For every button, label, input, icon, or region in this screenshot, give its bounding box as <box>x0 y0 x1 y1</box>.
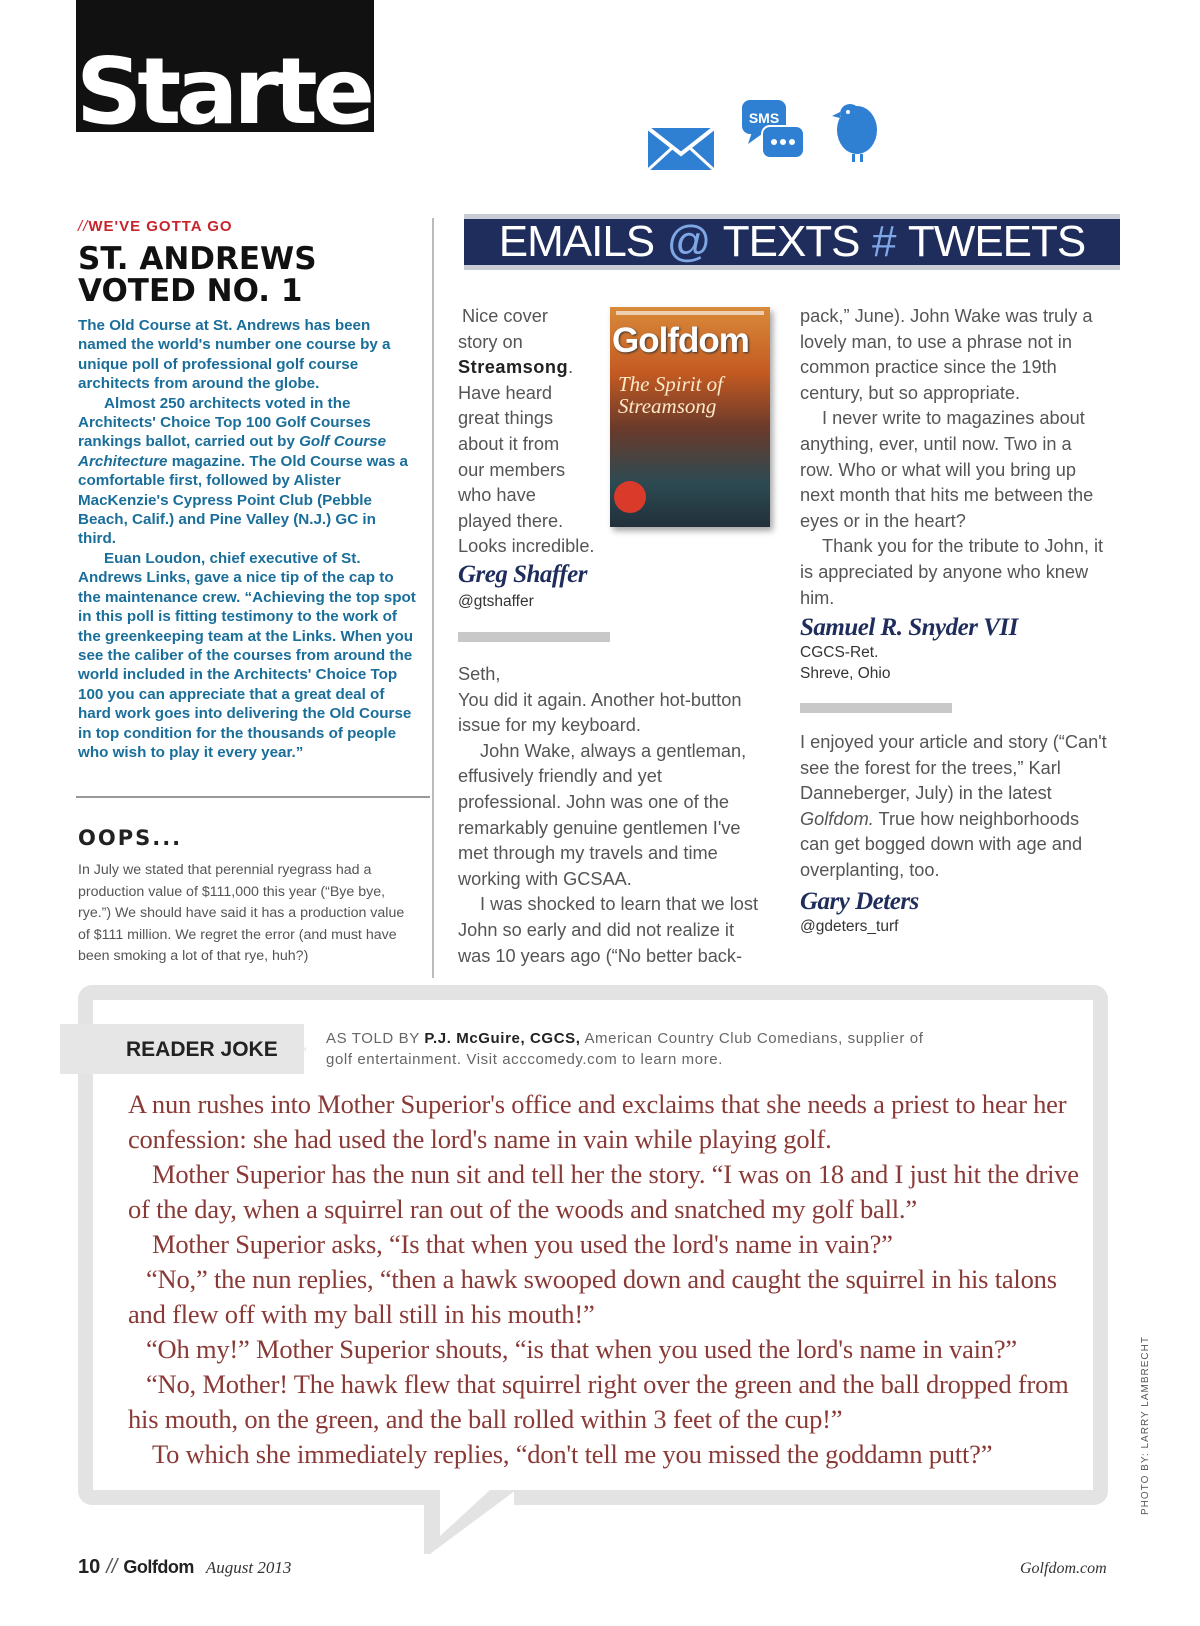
banner-texts: TEXTS <box>722 217 860 266</box>
envelope-icon <box>646 126 716 172</box>
handle-greg: @gtshaffer <box>458 593 534 610</box>
section-banner <box>464 214 1120 270</box>
column-rule <box>432 218 434 978</box>
bird-icon <box>830 98 880 164</box>
separator-bar <box>458 632 610 642</box>
oops-title: OOPS... <box>78 826 183 850</box>
cover-subtitle: The Spirit of Streamsong <box>618 372 724 418</box>
letter-gary: I enjoyed your article and story (“Can't see the forest for the trees,” Karl Danneberger, July) in the latest Golfdom. True how neighborhoods can get bogged down with age and overplanting, too. <box>800 732 1107 880</box>
kicker <box>78 218 233 235</box>
samuel-location: Shreve, Ohio <box>800 665 891 682</box>
joke-text: A nun rushes into Mother Superior's office and exclaims that she needs a priest to hear her confession: she had used the lord's name in vain while playing golf. Mother Superior has the nun sit and tell her the story. “I was on 18 and I just hit the drive of the day, when a squirrel ran out of the woods and snatched my golf ball.” Mother Superior asks, “Is that when you used the lord's name in vain?” “No,” the nun replies, “then a hawk swooped down and caught the squirrel in his talons and flew off with my ball still in his mouth!” “Oh my!” Mother Superior shouts, “is that when you used the lord's name in vain?” “No, Mother! The hawk flew that squirrel right over the green and the ball dropped from his mouth, on the green, and the ball rolled within 3 feet of the cup!” To which she immediately replies, “don't tell me you missed the goddamn putt?” <box>128 1089 1079 1469</box>
article-headline: ST. ANDREWS VOTED NO. 1 <box>78 241 317 309</box>
magazine-cover-image <box>610 307 770 527</box>
divider <box>76 796 430 798</box>
samuel-title: CGCS-Ret. <box>800 644 879 661</box>
speech-bubble-tail <box>416 1488 526 1558</box>
joke-label: READER JOKE <box>126 1038 278 1061</box>
banner-hash: # <box>871 217 896 266</box>
footer-site: Golfdom.com <box>1020 1560 1107 1577</box>
banner-tweets: TWEETS <box>907 217 1086 266</box>
sms-label: SMS <box>748 110 780 126</box>
kicker-slash: // <box>78 218 89 235</box>
golfdom-ref: Golfdom. <box>800 808 874 829</box>
footer-brand: Golfdom <box>123 1557 194 1577</box>
signature-samuel: Samuel R. Snyder VII <box>800 614 1018 641</box>
page-number: 10 <box>78 1556 101 1578</box>
joke-label-tab <box>60 1024 306 1074</box>
joke-attribution: AS TOLD BY P.J. McGuire, CGCS, American Country Club Comedians, supplier of golf entertainment. Visit acccomedy.com to learn more. <box>326 1030 924 1068</box>
banner-emails: EMAILS <box>498 217 655 266</box>
letter-samuel-part1: Seth, You did it again. Another hot-button issue for my keyboard. John Wake, always a gentleman, effusively friendly and yet professional. John was one of the remarkably genuine gentlemen I've met through my travels and time working with GCSAA. I was shocked to learn that we lost John so early and did not realize it was 10 years ago (“No better back- <box>458 664 759 966</box>
sms-bubbles-icon <box>740 96 806 166</box>
joke-teller: P.J. McGuire, CGCS, <box>424 1030 581 1047</box>
kicker-text: WE'VE GOTTA GO <box>88 218 233 235</box>
article-p2: Almost 250 architects voted in the Architects' Choice Top 100 Golf Courses rankings ballot, carried out by Golf Course Architecture magazine. The Old Course was a comfortable first, followed by Alister MacKenzie's Cypress Point Club (Pebble Beach, Calif.) and Pine Valley (N.J.) GC in third. <box>78 394 409 548</box>
masthead-title: Starter <box>76 38 411 145</box>
separator-bar <box>800 703 952 713</box>
streamsong: Streamsong <box>458 357 569 378</box>
letter-greg: Nice cover story on Streamsong. Have heard great things about it from our members who have played there. Looks incredible. <box>458 306 595 557</box>
article-p3: Euan Loudon, chief executive of St. Andrews Links, gave a nice tip of the cap to the maintenance crew. “Achieving the top spot in this poll is fitting testimony to the work of the greenkeeping team at the Links. When you see the caliber of the courses from around the world included in the Architects' Choice Top 100 you can appreciate that a great deal of hard work goes into delivering the Old Course in top condition for the thousands of people who wish to play it every year.” <box>78 549 416 761</box>
oops-text: In July we stated that perennial ryegrass had a production value of $111,000 this year (“Bye bye, rye.”) We should have said it has a production value of $111 million. We regret the error (and must have been smoking a lot of that rye, huh?) <box>78 862 405 965</box>
article-body <box>78 316 418 762</box>
letter-samuel-part2: pack,” June). John Wake was truly a lovely man, to use a phrase not in common practice since the 19th century, but so appropriate. I never write to magazines about anything, ever, until now. Two in a row. Who or what will you bring up next month that hits me between the eyes or in the heart? Thank you for the tribute to John, it is appreciated by anyone who knew him. <box>800 306 1104 608</box>
signature-gary: Gary Deters <box>800 888 919 915</box>
photo-credit: PHOTO BY: LARRY LAMBRECHT <box>1140 1336 1151 1515</box>
article-p1: The Old Course at St. Andrews has been named the world's number one course by a unique poll of professional golf course architects from around the globe. <box>78 317 391 393</box>
magazine-title: Golf Course Architecture <box>78 433 387 470</box>
banner-at: @ <box>666 217 711 266</box>
signature-greg: Greg Shaffer <box>458 561 587 588</box>
cover-title: Golfdom <box>612 321 749 360</box>
footer-left: 10 // Golfdom August 2013 <box>78 1556 292 1578</box>
issue-date: August 2013 <box>205 1558 292 1577</box>
masthead <box>76 0 411 145</box>
handle-gary: @gdeters_turf <box>800 918 899 935</box>
